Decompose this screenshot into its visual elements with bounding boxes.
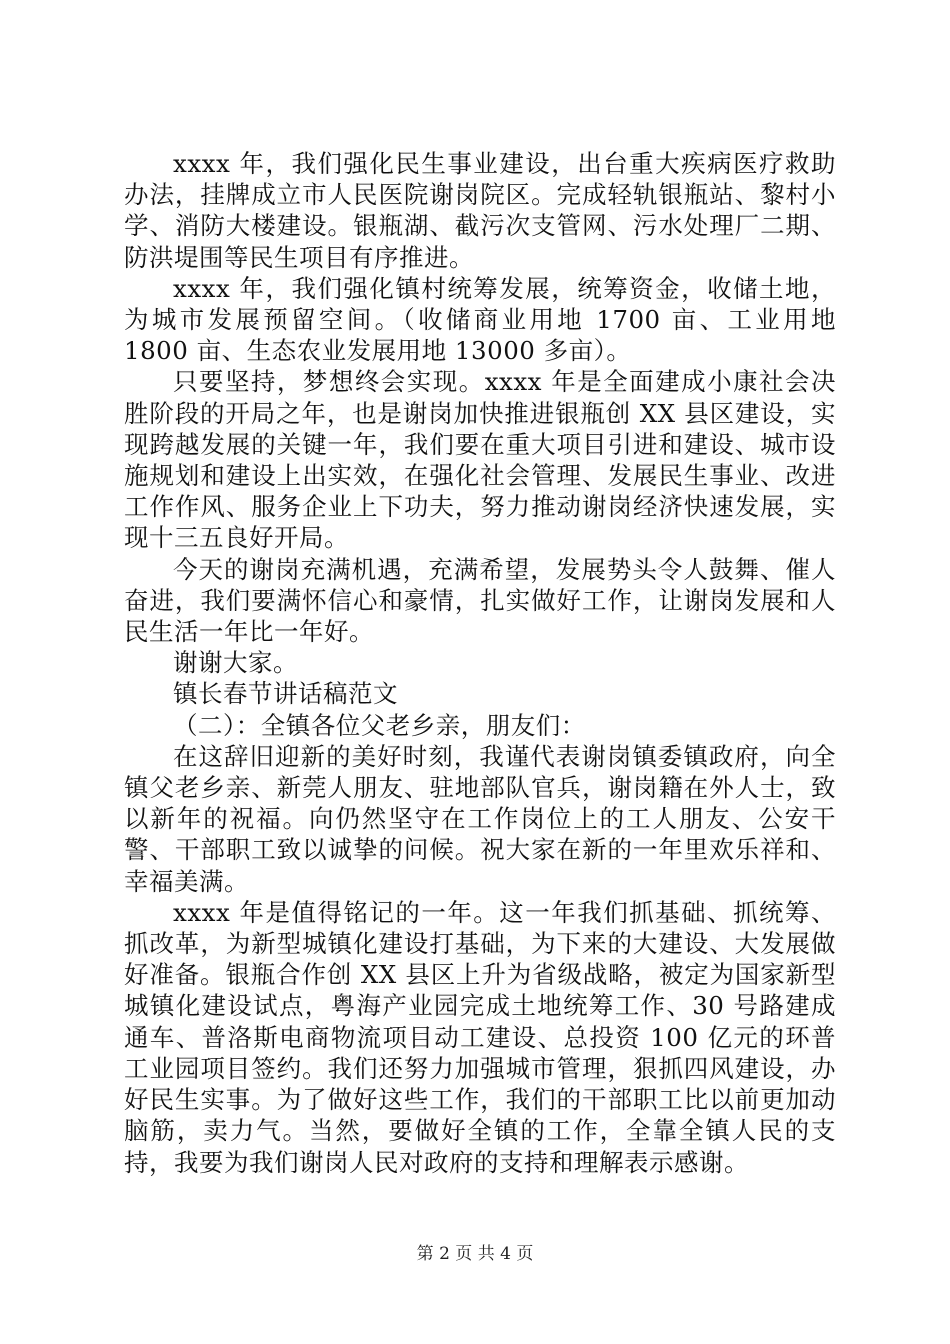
paragraph: xxxx 年，我们强化镇村统筹发展，统筹资金，收储土地，为城市发展预留空间。（收储商业用地 1700 亩、工业用地 1800 亩、生态农业发展用地 13000 多亩）。 xyxy=(124,273,836,366)
page-footer xyxy=(0,1244,950,1264)
paragraph: 今天的谢岗充满机遇，充满希望，发展势头令人鼓舞、催人奋进，我们要满怀信心和豪情，扎实做好工作，让谢岗发展和人民生活一年比一年好。 xyxy=(124,554,836,647)
paragraph: 在这辞旧迎新的美好时刻，我谨代表谢岗镇委镇政府，向全镇父老乡亲、新莞人朋友、驻地部队官兵，谢岗籍在外人士，致以新年的祝福。向仍然坚守在工作岗位上的工人朋友、公安干警、干部职工致以诚挚的问候。祝大家在新的一年里欢乐祥和、幸福美满。 xyxy=(124,741,836,896)
paragraph: xxxx 年是值得铭记的一年。这一年我们抓基础、抓统筹、抓改革，为新型城镇化建设打基础，为下来的大建设、大发展做好准备。银瓶合作创 XX 县区上升为省级战略，被定为国家新型城镇化建设试点，粤海产业园完成土地统筹工作、30 号路建成通车、普洛斯电商物流项目动工建设、总投资 100 亿元的环普工业园项目签约。我们还努力加强城市管理，狠抓四风建设，办好民生实事。为了做好这些工作，我们的干部职工比以前更加动脑筋，卖力气。当然，要做好全镇的工作，全靠全镇人民的支持，我要为我们谢岗人民对政府的支持和理解表示感谢。 xyxy=(124,897,836,1177)
paragraph: xxxx 年，我们强化民生事业建设，出台重大疾病医疗救助办法，挂牌成立市人民医院谢岗院区。完成轻轨银瓶站、黎村小学、消防大楼建设。银瓶湖、截污次支管网、污水处理厂二期、防洪堤围等民生项目有序推进。 xyxy=(124,149,836,272)
paragraph: 只要坚持，梦想终会实现。xxxx 年是全面建成小康社会决胜阶段的开局之年，也是谢岗加快推进银瓶创 XX 县区建设，实现跨越发展的关键一年，我们要在重大项目引进和建设、城市设施规划和建设上出实效，在强化社会管理、发展民生事业、改进工作作风、服务企业上下功夫，努力推动谢岗经济快速发展，实现十三五良好开局。 xyxy=(124,367,836,553)
section-title: 镇长春节讲话稿范文 xyxy=(173,679,398,709)
document-body xyxy=(124,148,836,1178)
paragraph: 谢谢大家。 xyxy=(173,648,298,678)
salutation: （二）：全镇各位父老乡亲，朋友们： xyxy=(173,710,586,740)
page-number: 第 2 页 共 4 页 xyxy=(416,1244,534,1264)
